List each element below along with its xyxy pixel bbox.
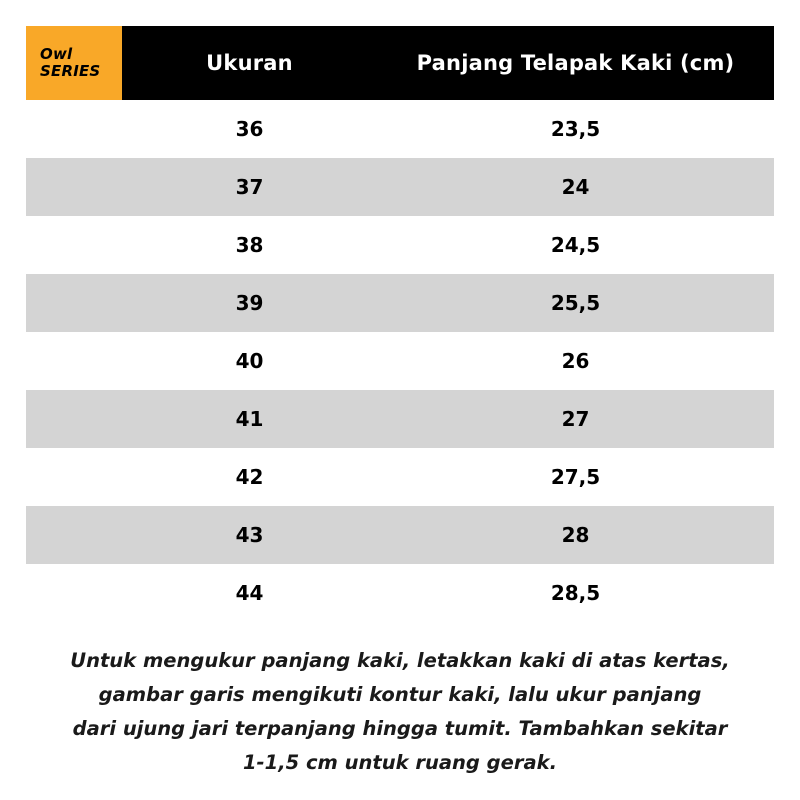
table-row bbox=[26, 158, 774, 216]
table-row bbox=[26, 564, 774, 622]
row-spacer-cell bbox=[26, 100, 122, 158]
cell-size: 37 bbox=[235, 175, 264, 199]
cell-size: 44 bbox=[235, 581, 264, 605]
cell-size: 39 bbox=[235, 291, 264, 315]
instruction-line-1: Untuk mengukur panjang kaki, letakkan kaki di atas kertas, bbox=[70, 649, 730, 672]
row-spacer-cell bbox=[26, 332, 122, 390]
cell-foot-length: 27,5 bbox=[550, 465, 601, 489]
cell-size: 40 bbox=[235, 349, 264, 373]
table-row bbox=[26, 506, 774, 564]
row-spacer-cell bbox=[26, 448, 122, 506]
row-spacer-cell bbox=[26, 158, 122, 216]
cell-foot-length: 23,5 bbox=[550, 117, 601, 141]
table-row bbox=[26, 100, 774, 158]
table-body bbox=[26, 100, 774, 622]
instruction-line-3: dari ujung jari terpanjang hingga tumit. Tambahkan sekitar bbox=[72, 717, 728, 740]
cell-foot-length: 24 bbox=[561, 175, 590, 199]
cell-size: 43 bbox=[235, 523, 264, 547]
brand-name-line1: Owl bbox=[40, 45, 73, 63]
cell-size: 41 bbox=[235, 407, 264, 431]
table-row bbox=[26, 448, 774, 506]
instruction-line-2: gambar garis mengikuti kontur kaki, lalu ukur panjang bbox=[98, 683, 702, 706]
row-spacer-cell bbox=[26, 564, 122, 622]
size-chart-card bbox=[26, 26, 774, 780]
cell-foot-length: 25,5 bbox=[550, 291, 601, 315]
column-header-foot-length: Panjang Telapak Kaki (cm) bbox=[416, 51, 735, 75]
cell-size: 42 bbox=[235, 465, 264, 489]
cell-foot-length: 28,5 bbox=[550, 581, 601, 605]
cell-foot-length: 28 bbox=[561, 523, 590, 547]
brand-name-line2: SERIES bbox=[40, 62, 101, 80]
row-spacer-cell bbox=[26, 274, 122, 332]
cell-foot-length: 26 bbox=[561, 349, 590, 373]
cell-size: 36 bbox=[235, 117, 264, 141]
cell-size: 38 bbox=[235, 233, 264, 257]
table-row bbox=[26, 216, 774, 274]
column-header-size: Ukuran bbox=[206, 51, 293, 75]
instruction-line-4: 1-1,5 cm untuk ruang gerak. bbox=[242, 751, 557, 774]
measurement-instructions bbox=[26, 644, 774, 780]
row-spacer-cell bbox=[26, 216, 122, 274]
cell-foot-length: 24,5 bbox=[550, 233, 601, 257]
table-row bbox=[26, 390, 774, 448]
table-row bbox=[26, 332, 774, 390]
row-spacer-cell bbox=[26, 506, 122, 564]
table-row bbox=[26, 274, 774, 332]
cell-foot-length: 27 bbox=[561, 407, 590, 431]
brand-logo-cell bbox=[26, 26, 122, 100]
row-spacer-cell bbox=[26, 390, 122, 448]
table-header-row bbox=[26, 26, 774, 100]
